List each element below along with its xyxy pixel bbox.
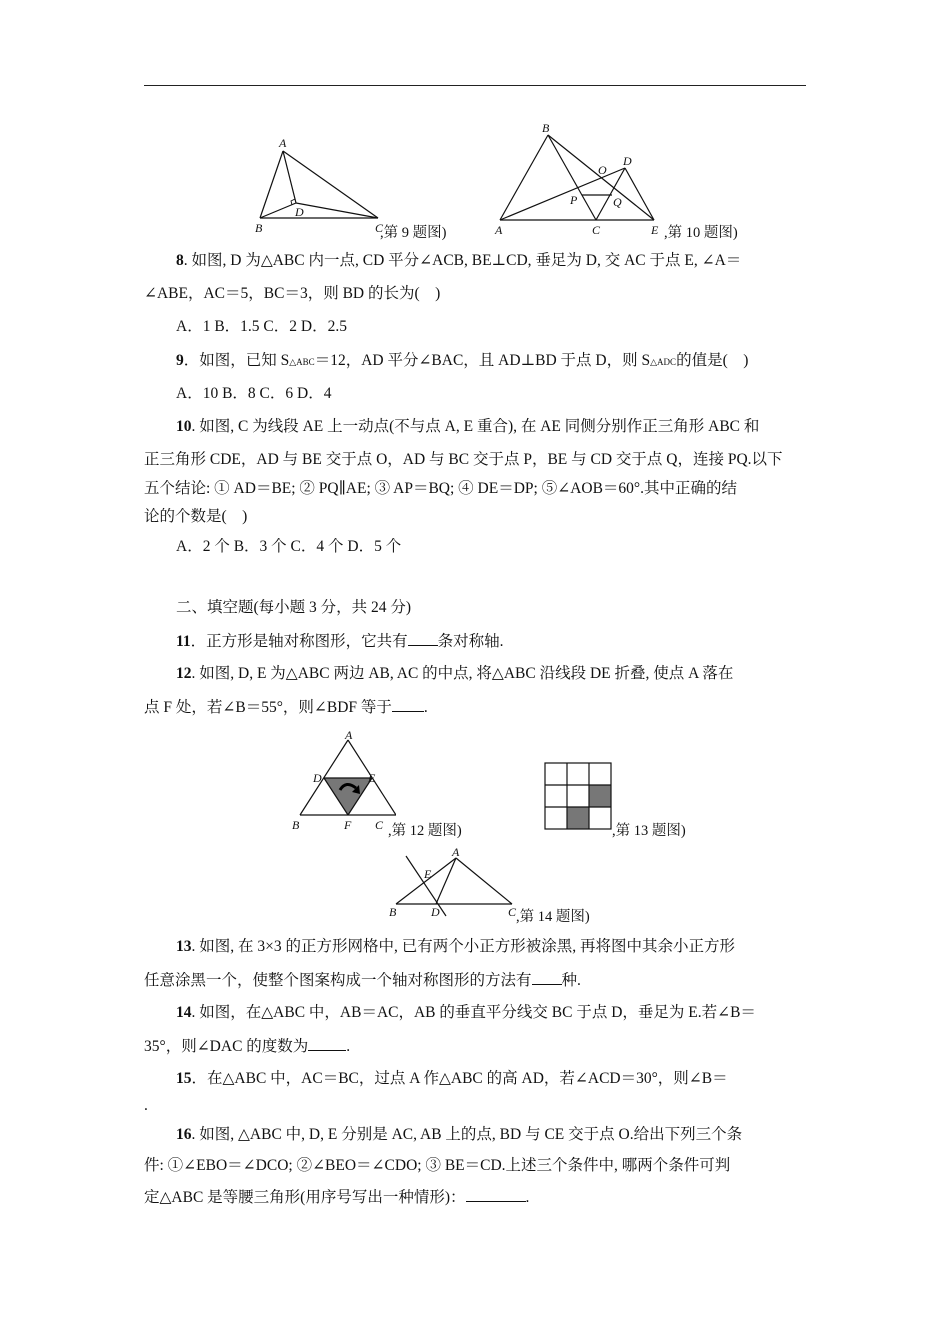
- q13-text-1: . 如图, 在 3×3 的正方形网格中, 已有两个小正方形被涂黑, 再将图中其余小正方形: [191, 938, 735, 955]
- q11-text-post: 条对称轴.: [437, 633, 504, 650]
- q11-answer-blank[interactable]: [408, 631, 438, 646]
- q8-line2: ∠ABE，AC＝5，BC＝3，则 BD 的长为( ): [144, 285, 441, 302]
- q12-text-2: 点 F 处，若∠B＝55°，则∠BDF 等于: [144, 699, 392, 716]
- fig10-label-P: P: [570, 193, 578, 207]
- q13-number: 13: [176, 938, 192, 955]
- fig12-label-B: B: [292, 818, 300, 832]
- fig10-label-C: C: [592, 223, 601, 237]
- q12-line1: [144, 664, 838, 684]
- fig10-label-D: D: [623, 154, 632, 168]
- q10-line1: [144, 417, 838, 437]
- figure-14: [384, 844, 524, 924]
- q10-line3: 五个结论: ① AD＝BE; ② PQ∥AE; ③ AP＝BQ; ④ DE＝DP; ⑤∠AOB＝60°.其中正确的结: [144, 480, 737, 497]
- q14-answer-blank[interactable]: [308, 1036, 346, 1051]
- q14-line2: [144, 1036, 806, 1057]
- q13-answer-blank[interactable]: [532, 970, 562, 985]
- q15-text-1: ．在△ABC 中，AC＝BC，过点 A 作△ABC 的高 AD，若∠ACD＝30°，则∠B＝: [191, 1070, 728, 1087]
- q12-answer-blank[interactable]: [392, 697, 424, 712]
- fig14-label-E: E: [424, 867, 432, 881]
- q16-answer-blank[interactable]: [466, 1187, 526, 1202]
- figure-12: [286, 728, 396, 836]
- fig12-label-C: C: [375, 818, 384, 832]
- figure-9: [250, 132, 390, 242]
- fig9-label-D: D: [295, 205, 304, 219]
- fig14-label-A: A: [452, 845, 460, 859]
- q8-text-1: . 如图, D 为△ABC 内一点, CD 平分∠ACB, BE⊥CD, 垂足为 D, 交 AC 于点 E, ∠A＝: [183, 252, 742, 269]
- q12-text-1: . 如图, D, E 为△ABC 两边 AB, AC 的中点, 将△ABC 沿线段 DE 折叠, 使点 A 落在: [191, 665, 734, 682]
- figure-13: [544, 762, 614, 832]
- q14-text-end: .: [346, 1038, 351, 1055]
- fig10-label-E: E: [651, 223, 659, 237]
- q16-line2: 件: ①∠EBO＝∠DCO; ②∠BEO＝∠CDO; ③ BE＝CD.上述三个条件中, 哪两个条件可判: [144, 1157, 731, 1174]
- q10-line4: 论的个数是( ): [144, 508, 248, 525]
- fig13-caption: ,第 13 题图): [612, 823, 686, 839]
- q13-text-2: 任意涂黑一个，使整个图案构成一个轴对称图形的方法有: [144, 972, 532, 989]
- fig10-label-Q: Q: [613, 195, 622, 209]
- q11-text-pre: ．正方形是轴对称图形，它共有: [190, 633, 408, 650]
- q13-text-end: 种.: [561, 972, 581, 989]
- q12-text-end: .: [423, 699, 428, 716]
- fig14-label-B: B: [389, 905, 397, 919]
- q9-text-post: 的值是( ): [676, 352, 749, 369]
- q16-line3: [144, 1187, 806, 1208]
- q13-line2: [144, 970, 806, 991]
- q9-text-mid: ＝12，AD 平分∠BAC，且 AD⊥BD 于点 D，则 S: [314, 352, 651, 369]
- fig12-label-E: E: [368, 771, 376, 785]
- q9-sub-abc: △ABC: [289, 357, 315, 367]
- q10-options: A．2 个 B．3 个 C．4 个 D．5 个: [176, 538, 402, 555]
- fig10-label-A: A: [495, 223, 503, 237]
- fig9-label-C: C: [375, 221, 384, 235]
- q16-number: 16: [176, 1126, 192, 1143]
- fig10-caption: ,第 10 题图): [664, 225, 738, 241]
- q10-line2: 正三角形 CDE，AD 与 BE 交于点 O，AD 与 BC 交于点 P，BE 与 CD 交于点 Q，连接 PQ.以下: [144, 451, 783, 468]
- q9-line: [144, 351, 838, 372]
- fig9-label-B: B: [255, 221, 263, 235]
- fig14-label-C: C: [508, 905, 517, 919]
- q16-text-3: 定△ABC 是等腰三角形(用序号写出一种情形)：: [144, 1189, 466, 1206]
- q15-line2: .: [144, 1097, 148, 1114]
- section-2-heading: 二、填空题(每小题 3 分，共 24 分): [176, 599, 412, 616]
- top-rule: [144, 85, 806, 86]
- q13-line1: [144, 937, 838, 957]
- fig14-caption: ,第 14 题图): [516, 909, 590, 925]
- fig10-label-B: B: [542, 121, 550, 135]
- q16-text-end: .: [525, 1189, 530, 1206]
- q15-line1: [144, 1069, 838, 1089]
- fig9-caption: ,第 9 题图): [380, 225, 447, 241]
- q16-line1: [144, 1125, 838, 1145]
- q14-number: 14: [176, 1004, 192, 1021]
- q14-text-1: . 如图，在△ABC 中，AB＝AC，AB 的垂直平分线交 BC 于点 D，垂足为 E.若∠B＝: [191, 1004, 756, 1021]
- q12-line2: [144, 697, 806, 718]
- fig9-label-A: A: [279, 136, 287, 150]
- fig10-label-O: O: [598, 163, 607, 177]
- q16-text-1: . 如图, △ABC 中, D, E 分别是 AC, AB 上的点, BD 与 CE 交于点 O.给出下列三个条: [191, 1126, 743, 1143]
- q14-line1: [144, 1003, 838, 1023]
- q8-number: 8: [176, 252, 184, 269]
- fig12-label-D: D: [313, 771, 322, 785]
- q10-number: 10: [176, 418, 192, 435]
- fig12-label-F: F: [344, 818, 352, 832]
- q15-number: 15: [176, 1070, 192, 1087]
- fig14-label-D: D: [431, 905, 440, 919]
- q9-sub-adc: △ADC: [650, 357, 677, 367]
- figure-10: [490, 118, 670, 242]
- q9-options: A．10 B．8 C．6 D．4: [176, 385, 332, 402]
- q11-line: [144, 631, 838, 652]
- fig12-caption: ,第 12 题图): [388, 823, 462, 839]
- q10-text-1: . 如图, C 为线段 AE 上一动点(不与点 A, E 重合), 在 AE 同侧分别作正三角形 ABC 和: [191, 418, 760, 435]
- q11-number: 11: [176, 633, 191, 650]
- q9-text-pre: ．如图，已知 S: [183, 352, 290, 369]
- q14-text-2: 35°，则∠DAC 的度数为: [144, 1038, 309, 1055]
- fig12-label-A: A: [345, 728, 353, 742]
- q8-options: A．1 B．1.5 C．2 D．2.5: [176, 318, 347, 335]
- q8-line1: [144, 251, 838, 271]
- q12-number: 12: [176, 665, 192, 682]
- q9-number: 9: [176, 352, 184, 369]
